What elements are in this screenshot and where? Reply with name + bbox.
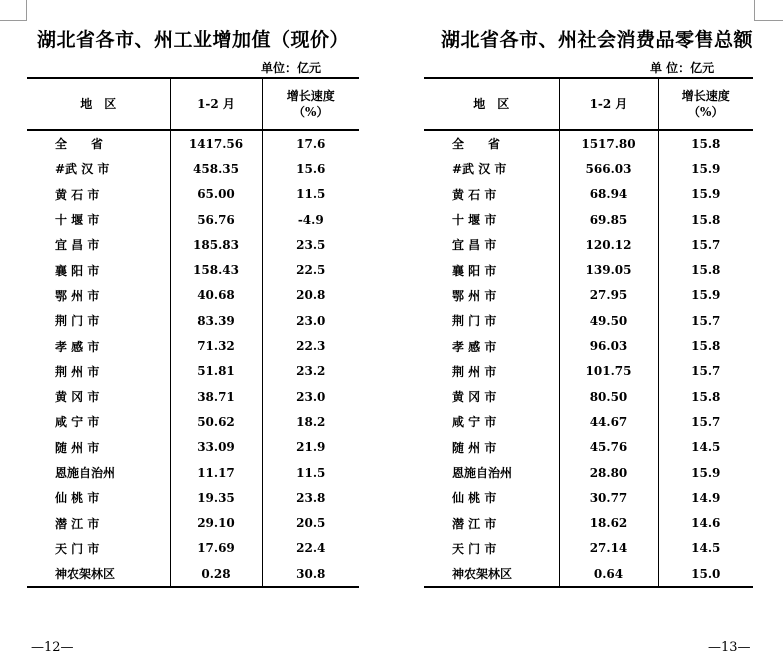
region-cell: 荆 州 市 (452, 364, 497, 379)
left-page-title: 湖北省各市、州工业增加值（现价） (36, 29, 349, 51)
value-cell: 27.95 (559, 283, 658, 308)
growth-cell: 15.8 (658, 257, 753, 282)
growth-cell: 23.0 (262, 308, 359, 333)
growth-cell: 15.7 (658, 232, 753, 257)
value-cell: 45.76 (559, 435, 658, 460)
growth-cell: 23.5 (262, 232, 359, 257)
value-cell: 51.81 (170, 359, 262, 384)
table-row (424, 460, 753, 485)
page-corner-mark-right (754, 0, 783, 21)
region-cell: 全 省 (55, 137, 104, 152)
header-growth (658, 78, 753, 130)
growth-cell: 15.9 (658, 156, 753, 181)
growth-cell: 20.8 (262, 283, 359, 308)
table-row (27, 283, 359, 308)
region-cell: 恩施自治州 (55, 466, 116, 480)
region-cell: 襄 阳 市 (452, 263, 497, 278)
table-row (27, 232, 359, 257)
region-cell: 随 州 市 (452, 440, 497, 455)
value-cell: 27.14 (559, 536, 658, 561)
table-row (27, 359, 359, 384)
region-cell: 恩施自治州 (452, 466, 513, 480)
value-cell: 29.10 (170, 510, 262, 535)
growth-cell: 15.7 (658, 409, 753, 434)
table-row (424, 283, 753, 308)
region-cell: 天 门 市 (452, 541, 497, 556)
right-page-number: —13— (708, 640, 751, 655)
region-cell: 黄 冈 市 (452, 390, 497, 405)
value-cell: 33.09 (170, 435, 262, 460)
table-row (27, 485, 359, 510)
value-cell: 28.80 (559, 460, 658, 485)
table-row (424, 156, 753, 181)
region-cell: 孝 感 市 (452, 339, 497, 354)
table-row (27, 510, 359, 535)
table-row (424, 561, 753, 587)
header-growth-unit: （%） (293, 105, 329, 119)
region-cell: 咸 宁 市 (452, 415, 497, 430)
value-cell: 458.35 (170, 156, 262, 181)
page-corner-mark-left (0, 0, 27, 21)
growth-cell: 14.5 (658, 435, 753, 460)
table-row (27, 384, 359, 409)
header-period: 1-2 月 (170, 78, 262, 130)
left-data-table (27, 77, 359, 588)
right-page (424, 0, 753, 667)
growth-cell: 17.6 (262, 130, 359, 156)
region-cell: 咸 宁 市 (55, 415, 100, 430)
value-cell: 40.68 (170, 283, 262, 308)
growth-cell: 15.9 (658, 182, 753, 207)
value-cell: 566.03 (559, 156, 658, 181)
value-cell: 96.03 (559, 333, 658, 358)
region-cell: 荆 门 市 (55, 314, 100, 329)
table-row (27, 460, 359, 485)
left-page-number: —12— (31, 640, 74, 655)
growth-cell: 23.0 (262, 384, 359, 409)
table-row (27, 561, 359, 587)
table-row (424, 359, 753, 384)
table-row (27, 333, 359, 358)
value-cell: 38.71 (170, 384, 262, 409)
table-row (424, 207, 753, 232)
value-cell: 185.83 (170, 232, 262, 257)
table-row (424, 510, 753, 535)
table-row (424, 333, 753, 358)
region-cell: 仙 桃 市 (452, 491, 497, 506)
value-cell: 68.94 (559, 182, 658, 207)
region-cell: 十 堰 市 (55, 213, 100, 228)
region-cell: 鄂 州 市 (55, 288, 100, 303)
growth-cell: 15.7 (658, 359, 753, 384)
table-row (424, 130, 753, 156)
growth-cell: 14.9 (658, 485, 753, 510)
value-cell: 120.12 (559, 232, 658, 257)
region-cell: 潜 江 市 (452, 516, 497, 531)
region-cell: 襄 阳 市 (55, 263, 100, 278)
value-cell: 50.62 (170, 409, 262, 434)
growth-cell: 18.2 (262, 409, 359, 434)
value-cell: 69.85 (559, 207, 658, 232)
table-row (424, 485, 753, 510)
growth-cell: 11.5 (262, 460, 359, 485)
table-row (27, 182, 359, 207)
region-cell: 随 州 市 (55, 440, 100, 455)
table-row (424, 257, 753, 282)
growth-cell: 14.6 (658, 510, 753, 535)
value-cell: 19.35 (170, 485, 262, 510)
region-cell: #武 汉 市 (452, 162, 507, 177)
table-row (424, 409, 753, 434)
growth-cell: -4.9 (262, 207, 359, 232)
region-cell: #武 汉 市 (55, 162, 110, 177)
value-cell: 17.69 (170, 536, 262, 561)
table-row (27, 257, 359, 282)
table-row (27, 130, 359, 156)
table-row (424, 536, 753, 561)
value-cell: 30.77 (559, 485, 658, 510)
region-cell: 荆 州 市 (55, 364, 100, 379)
value-cell: 65.00 (170, 182, 262, 207)
growth-cell: 15.6 (262, 156, 359, 181)
value-cell: 0.28 (170, 561, 262, 587)
region-cell: 神农架林区 (27, 561, 170, 587)
growth-cell: 15.9 (658, 460, 753, 485)
table-row (27, 156, 359, 181)
growth-cell: 20.5 (262, 510, 359, 535)
growth-cell: 15.8 (658, 207, 753, 232)
region-cell: 黄 石 市 (452, 187, 497, 202)
value-cell: 11.17 (170, 460, 262, 485)
value-cell: 83.39 (170, 308, 262, 333)
region-cell: 全 省 (452, 137, 501, 152)
region-cell: 宜 昌 市 (55, 238, 100, 253)
right-data-table (424, 77, 753, 588)
growth-cell: 15.8 (658, 384, 753, 409)
value-cell: 71.32 (170, 333, 262, 358)
value-cell: 18.62 (559, 510, 658, 535)
growth-cell: 14.5 (658, 536, 753, 561)
growth-cell: 22.5 (262, 257, 359, 282)
table-row (27, 409, 359, 434)
value-cell: 1517.80 (559, 130, 658, 156)
header-period: 1-2 月 (559, 78, 658, 130)
region-cell: 仙 桃 市 (55, 491, 100, 506)
region-cell: 十 堰 市 (452, 213, 497, 228)
growth-cell: 15.0 (658, 561, 753, 587)
region-cell: 孝 感 市 (55, 339, 100, 354)
value-cell: 139.05 (559, 257, 658, 282)
value-cell: 56.76 (170, 207, 262, 232)
value-cell: 1417.56 (170, 130, 262, 156)
table-row (424, 384, 753, 409)
table-row (424, 232, 753, 257)
value-cell: 44.67 (559, 409, 658, 434)
header-growth (262, 78, 359, 130)
table-header-row (27, 78, 359, 130)
region-cell: 潜 江 市 (55, 516, 100, 531)
region-cell: 神农架林区 (424, 561, 559, 587)
header-region: 地 区 (27, 78, 170, 130)
growth-cell: 11.5 (262, 182, 359, 207)
growth-cell: 15.7 (658, 308, 753, 333)
left-page (27, 0, 359, 667)
value-cell: 49.50 (559, 308, 658, 333)
value-cell: 80.50 (559, 384, 658, 409)
growth-cell: 23.8 (262, 485, 359, 510)
value-cell: 0.64 (559, 561, 658, 587)
table-row (27, 435, 359, 460)
region-cell: 黄 冈 市 (55, 390, 100, 405)
right-page-title: 湖北省各市、州社会消费品零售总额 (441, 29, 754, 51)
table-row (27, 207, 359, 232)
growth-cell: 15.9 (658, 283, 753, 308)
table-row (27, 536, 359, 561)
table-row (424, 435, 753, 460)
growth-cell: 23.2 (262, 359, 359, 384)
growth-cell: 22.3 (262, 333, 359, 358)
header-growth-unit: （%） (688, 105, 724, 119)
table-row (424, 182, 753, 207)
header-growth-label: 增长速度 (286, 89, 335, 103)
table-row (27, 308, 359, 333)
growth-cell: 21.9 (262, 435, 359, 460)
table-header-row (424, 78, 753, 130)
region-cell: 荆 门 市 (452, 314, 497, 329)
region-cell: 鄂 州 市 (452, 288, 497, 303)
growth-cell: 30.8 (262, 561, 359, 587)
growth-cell: 22.4 (262, 536, 359, 561)
header-growth-label: 增长速度 (681, 89, 730, 103)
header-region: 地 区 (424, 78, 559, 130)
growth-cell: 15.8 (658, 130, 753, 156)
region-cell: 黄 石 市 (55, 187, 100, 202)
value-cell: 158.43 (170, 257, 262, 282)
value-cell: 101.75 (559, 359, 658, 384)
table-row (424, 308, 753, 333)
region-cell: 天 门 市 (55, 541, 100, 556)
region-cell: 宜 昌 市 (452, 238, 497, 253)
right-unit-label: 单 位：亿元 (650, 61, 715, 75)
left-unit-label: 单位：亿元 (261, 61, 322, 75)
growth-cell: 15.8 (658, 333, 753, 358)
